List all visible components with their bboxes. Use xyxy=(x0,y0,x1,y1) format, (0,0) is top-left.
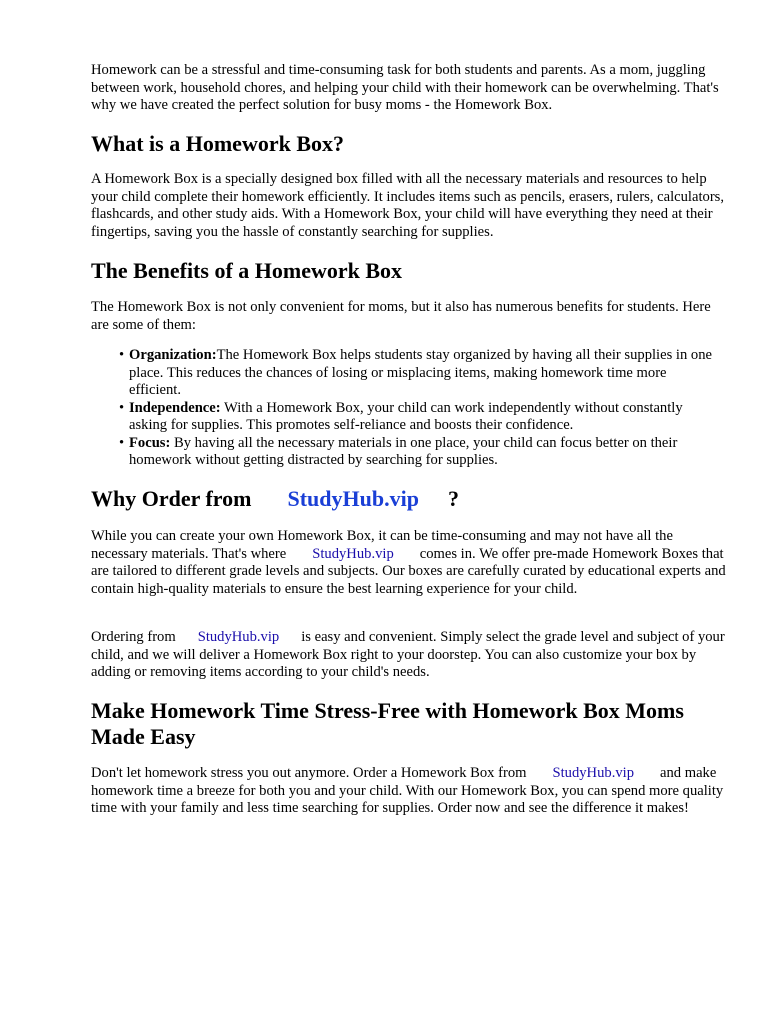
studyhub-link[interactable]: StudyHub.vip xyxy=(197,629,280,645)
paragraph-text: While you can create your own Homework Box, it can be time-consuming and may not have all the necessary materials. That's where xyxy=(91,528,673,562)
paragraph-text: and make homework time a breeze for both you and your child. With our Homework Box, you can spend more quality time with your family and less time searching for supplies. Order now and see the difference it makes! xyxy=(91,765,724,816)
benefits-list xyxy=(119,347,719,470)
bullet-text: With a Homework Box, your child can work independently without constantly asking for supplies. This promotes self-reliance and boosts their confidence. xyxy=(129,399,683,433)
closing-paragraph xyxy=(91,765,731,818)
bullet-icon: • xyxy=(119,434,125,451)
list-item-organization xyxy=(119,347,719,400)
studyhub-link[interactable]: StudyHub.vip xyxy=(552,765,634,781)
studyhub-link[interactable]: StudyHub.vip xyxy=(312,545,394,562)
what-is-paragraph: A Homework Box is a specially designed box filled with all the necessary materials and resources to help your child complete their homework efficiently. It includes items such as pencils, erasers, rulers, calculators, flashcards, and other study aids. With a Homework Box, your child will have everything they need at their fingertips, saving you the hassle of constantly searching for supplies. xyxy=(91,171,725,240)
paragraph-text: comes in. We offer pre-made Homework Boxes that are tailored to different grade levels and subjects. Our boxes are carefully curated by educational experts and contain high-quality materials to ensure the best learning experience for your child. xyxy=(91,545,726,597)
paragraph-text: Ordering from xyxy=(91,629,176,645)
list-item-independence xyxy=(119,400,719,435)
heading-benefits: The Benefits of a Homework Box xyxy=(91,258,403,283)
bullet-text: The Homework Box helps students stay organized by having all their supplies in one place. This reduces the chances of losing or misplacing items, making homework time more efficient. xyxy=(129,347,712,398)
heading-what-is: What is a Homework Box? xyxy=(91,131,344,156)
bullet-text: By having all the necessary materials in one place, your child can focus better on their homework without getting distracted by searching for supplies. xyxy=(129,434,678,468)
heading-text: Why Order from xyxy=(91,486,252,511)
intro-paragraph: Homework can be a stressful and time-consuming task for both students and parents. As a mom, juggling between work, household chores, and helping your child with their homework can be overwhelming. That's why we have created the perfect solution for busy moms - the Homework Box. xyxy=(91,62,719,113)
bullet-icon: • xyxy=(119,347,125,363)
bullet-term: Independence: xyxy=(129,399,221,416)
ordering-paragraph xyxy=(91,629,731,682)
paragraph-text: Don't let homework stress you out anymore. Order a Homework Box from xyxy=(91,765,527,781)
paragraph-text: is easy and convenient. Simply select the grade level and subject of your child, and we will deliver a Homework Box right to your doorstep. You can also customize your box by adding or removing items according to your child's needs. xyxy=(91,629,725,680)
studyhub-link[interactable]: StudyHub.vip xyxy=(287,486,419,511)
why-order-paragraph xyxy=(91,528,731,598)
heading-make-homework: Make Homework Time Stress-Free with Homework Box Moms Made Easy xyxy=(91,698,684,749)
list-item-focus xyxy=(119,435,719,470)
heading-question-mark: ? xyxy=(447,486,459,511)
bullet-term: Focus: xyxy=(129,434,171,451)
heading-why-order xyxy=(91,486,731,512)
benefits-intro-paragraph: The Homework Box is not only convenient for moms, but it also has numerous benefits for students. Here are some of them: xyxy=(91,299,711,333)
bullet-icon: • xyxy=(119,399,125,416)
bullet-term: Organization: xyxy=(129,347,217,363)
